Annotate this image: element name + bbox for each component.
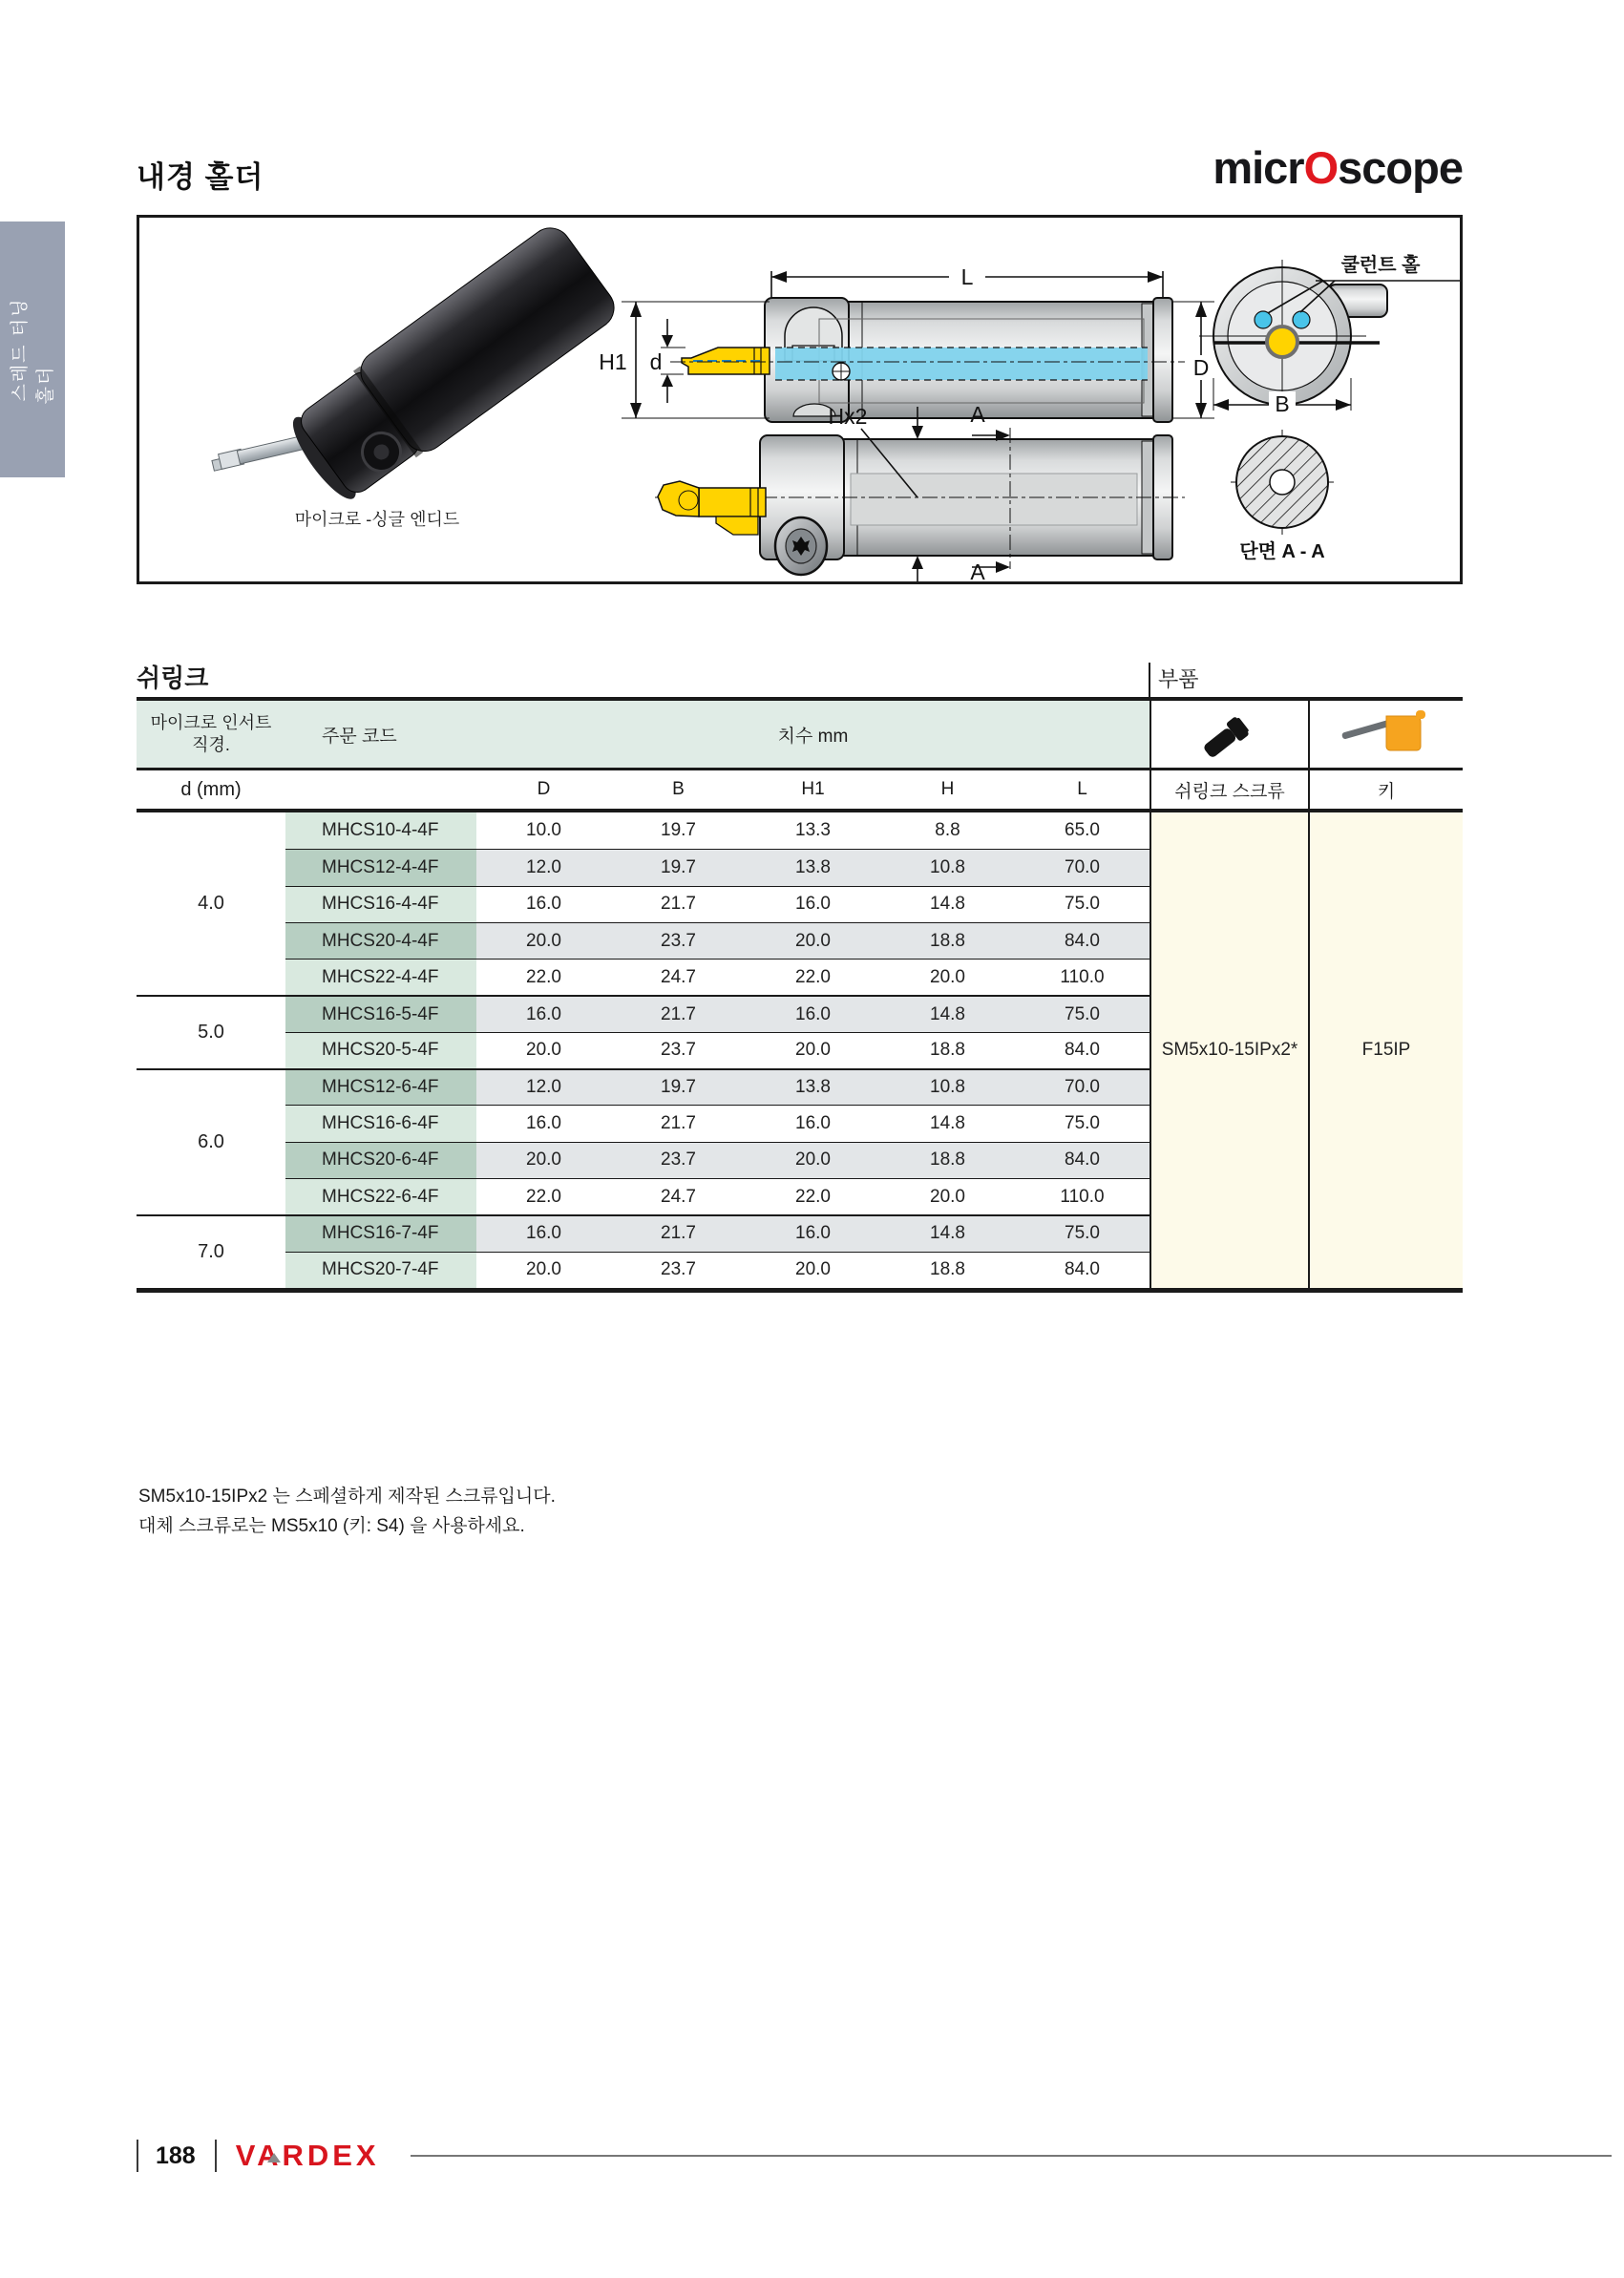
sidebar-tab-line2: 홀더 — [35, 365, 55, 405]
value-cell-H: 18.8 — [880, 1252, 1015, 1288]
order-code-cell: MHCS20-7-4F — [285, 1252, 476, 1288]
value-cell-D: 20.0 — [476, 1032, 611, 1068]
header-insert-diameter: 마이크로 인서트 직경. — [137, 701, 285, 768]
dim-B-label: B — [1275, 391, 1290, 416]
order-code-cell: MHCS20-4-4F — [285, 922, 476, 959]
value-cell-H: 10.8 — [880, 849, 1015, 885]
value-cell-B: 21.7 — [611, 995, 746, 1031]
section-A-bottom-label: A — [970, 559, 985, 581]
header-dimensions-mm: 치수 mm — [476, 701, 1149, 768]
key-icon-cell — [1308, 701, 1463, 768]
value-cell-H1: 22.0 — [746, 1178, 880, 1214]
table-body-grid — [137, 812, 1463, 1293]
table-header-row — [137, 701, 1463, 770]
value-cell-L: 75.0 — [1015, 1105, 1149, 1141]
footnote-1: SM5x10-15IPx2 는 스페셜하게 제작된 스크류입니다. — [138, 1487, 556, 1507]
coolant-channel — [775, 348, 1148, 380]
value-cell-H: 8.8 — [935, 820, 960, 841]
value-cell-L: 84.0 — [1015, 922, 1149, 959]
value-cell-H1: 16.0 — [746, 886, 880, 922]
table-title-row — [137, 663, 1463, 701]
subheader-D: D — [537, 779, 551, 799]
coolant-hole-label: 쿨런트 홀 — [1340, 255, 1421, 276]
tool-photo — [211, 220, 622, 529]
value-cell-H: 14.8 — [880, 886, 1015, 922]
page-title: 내경 홀더 — [137, 160, 264, 194]
value-cell-D: 12.0 — [476, 849, 611, 885]
value-cell-H1: 22.0 — [746, 959, 880, 995]
dim-H1-label: H1 — [599, 349, 627, 374]
value-cell-H: 14.8 — [880, 1214, 1015, 1251]
order-code-cell: MHCS12-4-4F — [285, 849, 476, 885]
order-code-cell: MHCS20-6-4F — [285, 1142, 476, 1178]
value-cell-D: 20.0 — [476, 922, 611, 959]
dim-L-label: L — [960, 264, 974, 289]
value-cell-H: 14.8 — [880, 995, 1015, 1031]
value-cell-L: 70.0 — [1015, 849, 1149, 885]
diameter-cell: 7.0 — [137, 1214, 285, 1288]
subheader-key: 키 — [1308, 770, 1463, 809]
value-cell-H1: 13.8 — [746, 849, 880, 885]
table-subheader-row — [137, 770, 1463, 812]
table-section-title: 쉬링크 — [137, 664, 209, 692]
value-cell-H: 10.8 — [880, 1068, 1015, 1105]
tool-caption: 마이크로 -싱글 엔디드 — [294, 510, 460, 529]
diameter-cell: 5.0 — [137, 995, 285, 1068]
value-cell-H1: 20.0 — [746, 922, 880, 959]
coolant-hole-right — [1293, 311, 1310, 328]
subheader-shrink-screw: 쉬링크 스크류 — [1149, 770, 1308, 809]
subheader-L: L — [1077, 779, 1087, 799]
value-cell-D: 16.0 — [476, 995, 611, 1031]
order-code-cell: MHCS22-6-4F — [285, 1178, 476, 1214]
value-cell-H1: 20.0 — [746, 1032, 880, 1068]
value-cell-B: 23.7 — [611, 1252, 746, 1288]
section-view — [1231, 430, 1334, 562]
technical-drawing — [139, 218, 1460, 581]
brand-text-left: micr — [1213, 142, 1304, 193]
order-code-cell: MHCS20-5-4F — [285, 1032, 476, 1068]
subheader-H1: H1 — [801, 779, 825, 799]
coolant-hole-left — [1255, 311, 1272, 328]
value-cell-B: 21.7 — [611, 1214, 746, 1251]
subheader-code-spacer — [285, 770, 476, 809]
value-cell-D: 20.0 — [476, 1142, 611, 1178]
order-code-cell: MHCS16-4-4F — [285, 886, 476, 922]
insert-head-bar — [699, 488, 766, 517]
section-label: 단면 A - A — [1239, 541, 1325, 562]
key-value: F15IP — [1308, 812, 1463, 1288]
sidebar-tab-line1: 스레드 터닝 — [10, 297, 30, 402]
vardex-triangle — [267, 2153, 281, 2162]
order-code-cell: MHCS16-5-4F — [285, 995, 476, 1031]
product-table — [137, 663, 1463, 1293]
insert-end-face — [1267, 327, 1297, 357]
value-cell-B: 23.7 — [611, 1142, 746, 1178]
page-footer — [137, 2139, 380, 2173]
value-cell-B: 23.7 — [611, 1032, 746, 1068]
value-cell-H1: 20.0 — [746, 1252, 880, 1288]
screw-icon — [1182, 705, 1277, 764]
value-cell-B: 19.7 — [611, 1068, 746, 1105]
torx-key-icon — [1334, 705, 1439, 764]
value-cell-L: 110.0 — [1015, 959, 1149, 995]
value-cell-D: 20.0 — [476, 1252, 611, 1288]
subheader-d-mm: d (mm) — [180, 778, 242, 800]
value-cell-D: 10.0 — [526, 820, 561, 841]
value-cell-D: 12.0 — [476, 1068, 611, 1105]
footer-bar-right — [215, 2140, 217, 2172]
brand-text-right: scope — [1338, 142, 1463, 193]
footnote-2: 대체 스크류로는 MS5x10 (키: S4) 을 사용하세요. — [138, 1516, 525, 1536]
value-cell-H1: 16.0 — [746, 995, 880, 1031]
dim-d-label: d — [649, 349, 663, 374]
value-cell-D: 22.0 — [476, 1178, 611, 1214]
value-cell-B: 21.7 — [611, 886, 746, 922]
section-A-top-label: A — [970, 402, 985, 427]
page-number: 188 — [156, 2141, 196, 2169]
diameter-cell: 4.0 — [137, 812, 285, 995]
value-cell-D: 16.0 — [476, 886, 611, 922]
header-order-code: 주문 코드 — [285, 701, 476, 768]
value-cell-H: 18.8 — [880, 922, 1015, 959]
subheader-B: B — [672, 779, 685, 799]
brand-logo — [1213, 142, 1463, 193]
value-cell-B: 19.7 — [661, 820, 696, 841]
value-cell-B: 19.7 — [611, 849, 746, 885]
value-cell-H: 18.8 — [880, 1032, 1015, 1068]
value-cell-H1: 16.0 — [746, 1105, 880, 1141]
screw-icon-cell — [1149, 701, 1308, 768]
value-cell-L: 84.0 — [1015, 1032, 1149, 1068]
value-cell-L: 75.0 — [1015, 995, 1149, 1031]
footer-bar-left — [137, 2140, 138, 2172]
value-cell-L: 75.0 — [1015, 886, 1149, 922]
value-cell-B: 24.7 — [611, 959, 746, 995]
value-cell-L: 75.0 — [1015, 1214, 1149, 1251]
footnotes — [138, 1482, 556, 1541]
side-view-bottom — [655, 402, 1185, 581]
value-cell-H: 20.0 — [880, 959, 1015, 995]
parts-section-title: 부품 — [1158, 667, 1199, 691]
sidebar-tab-text — [7, 295, 58, 405]
value-cell-D: 16.0 — [476, 1105, 611, 1141]
brand-o-mark: O — [1303, 142, 1339, 193]
value-cell-H1: 20.0 — [746, 1142, 880, 1178]
shrink-screw-value: SM5x10-15IPx2* — [1149, 812, 1308, 1288]
diameter-cell: 6.0 — [137, 1068, 285, 1214]
value-cell-H: 20.0 — [880, 1178, 1015, 1214]
value-cell-L: 110.0 — [1015, 1178, 1149, 1214]
value-cell-D: 16.0 — [476, 1214, 611, 1251]
order-code-cell: MHCS12-6-4F — [285, 1068, 476, 1105]
value-cell-L: 84.0 — [1015, 1252, 1149, 1288]
value-cell-H: 18.8 — [880, 1142, 1015, 1178]
value-cell-L: 65.0 — [1065, 820, 1100, 841]
value-cell-D: 22.0 — [476, 959, 611, 995]
order-code-cell: MHCS16-6-4F — [285, 1105, 476, 1141]
value-cell-B: 23.7 — [611, 922, 746, 959]
value-cell-L: 84.0 — [1015, 1142, 1149, 1178]
dim-Hx2-label: Hx2 — [828, 404, 868, 429]
value-cell-H1: 13.8 — [746, 1068, 880, 1105]
footer-rule — [411, 2155, 1612, 2157]
dim-D-label: D — [1192, 355, 1210, 380]
value-cell-H1: 13.3 — [795, 820, 831, 841]
order-code-cell: MHCS22-4-4F — [285, 959, 476, 995]
value-cell-H1: 16.0 — [746, 1214, 880, 1251]
sidebar-tab-thread-turning-holders[interactable] — [0, 221, 65, 477]
subheader-H: H — [940, 779, 955, 799]
value-cell-L: 70.0 — [1015, 1068, 1149, 1105]
vardex-logo: VARDEX — [235, 2139, 380, 2172]
order-code-cell: MHCS10-4-4F — [285, 812, 476, 849]
diagram-box — [137, 215, 1463, 584]
value-cell-B: 21.7 — [611, 1105, 746, 1141]
order-code-cell: MHCS16-7-4F — [285, 1214, 476, 1251]
side-view-top — [599, 264, 1214, 422]
end-view — [1199, 253, 1460, 416]
value-cell-B: 24.7 — [611, 1178, 746, 1214]
value-cell-H: 14.8 — [880, 1105, 1015, 1141]
holder-body-3d — [279, 220, 622, 513]
